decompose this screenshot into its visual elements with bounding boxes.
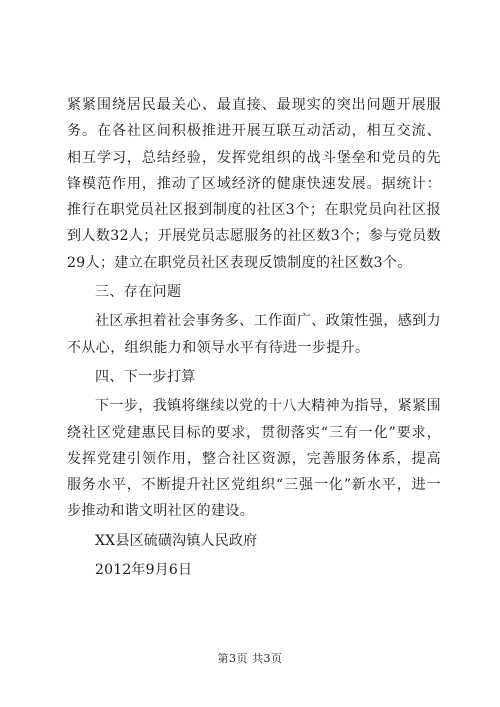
section-heading-next-steps: 四、下一步打算 [95,368,196,385]
signature-date: 2012年9月6日 [95,562,193,579]
signature-organization: XX县区硫磺沟镇人民政府 [95,532,258,549]
document-body [67,92,441,583]
section-heading-problems: 三、存在问题 [95,284,182,301]
body-paragraph-services: 紧紧围绕居民最关心、最直接、最现实的突出问题开展服务。在各社区间积极推进开展互联互动活动，相互交流、相互学习，总结经验，发挥党组织的战斗堡垒和党员的先锋模范作用，推动了区域经济的健康快速发展。据统计：推行在职党员社区报到制度的社区3个；在职党员向社区报到人数32人；开展党员志愿服务的社区数3个；参与党员数29人；建立在职党员社区表现反馈制度的社区数3个。 [67,97,441,271]
body-paragraph-problems: 社区承担着社会事务多、工作面广、政策性强，感到力不从心，组织能力和领导水平有待进一步提升。 [67,313,441,356]
page-footer-indicator: 第3页 共3页 [217,652,283,665]
body-paragraph-next-steps: 下一步，我镇将继续以党的十八大精神为指导，紧紧围绕社区党建惠民目标的要求，贯彻落实“三有一化”要求，发挥党建引领作用，整合社区资源，完善服务体系，提高服务水平，不断提升社区党组织“三强一化”新水平，进一步推动和谐文明社区的建设。 [67,398,441,520]
